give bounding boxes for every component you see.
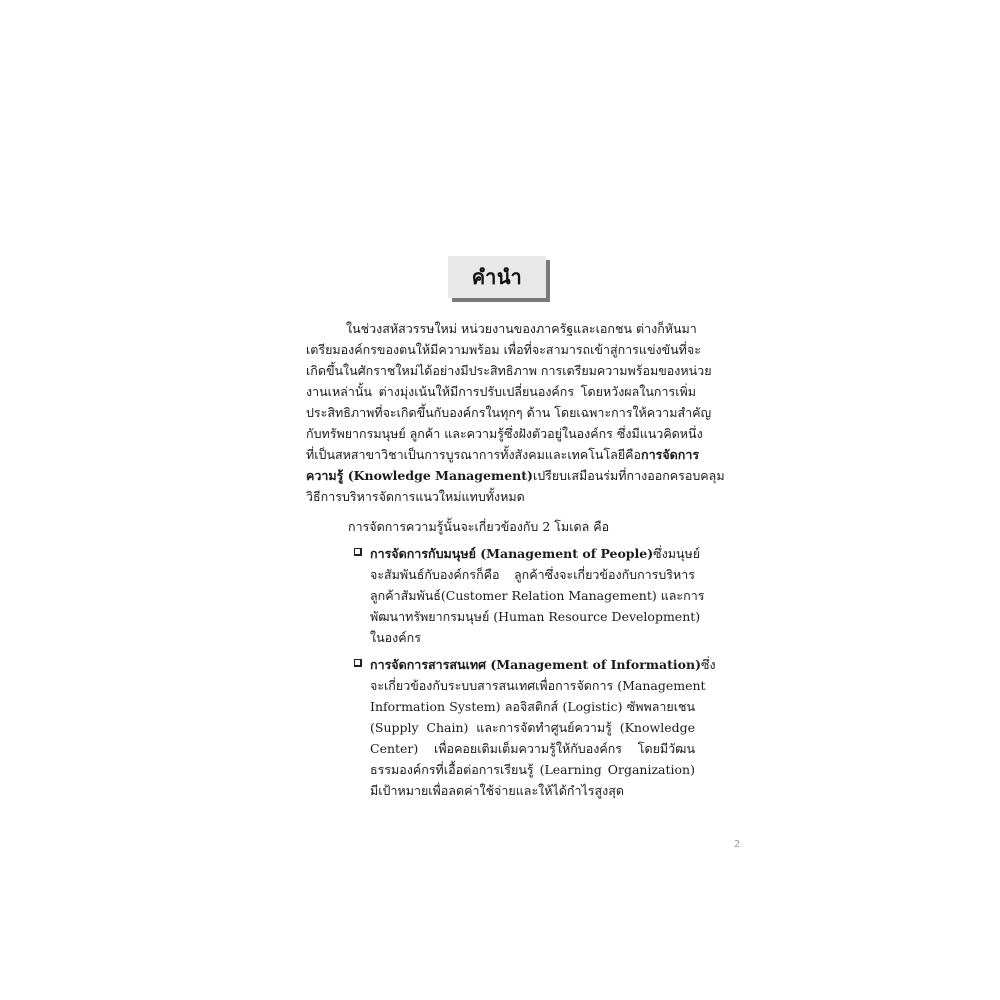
bullet-line: ในองค์กร xyxy=(370,630,421,645)
paragraph-line: กับทรัพยากรมนุษย์ ลูกค้า และความรู้ซึ่งฝังตัวอยู่ในองค์กร ซึ่งมีแนวคิดหนึ่ง xyxy=(306,426,703,441)
paragraph-line: ประสิทธิภาพที่จะเกิดขึ้นกับองค์กรในทุกๆ ด้าน โดยเฉพาะการให้ความสำคัญ xyxy=(306,405,712,420)
bullet-line: พัฒนาทรัพยากรมนุษย์ (Human Resource Development) xyxy=(370,609,701,624)
main-paragraph xyxy=(306,318,725,507)
paragraph-text: ที่เป็นสหสาขาวิชาเป็นการบูรณาการทั้งสังคมและเทคโนโลยีคือ xyxy=(306,447,642,462)
bullet-line: Center) เพื่อคอยเติมเต็มความรู้ให้กับองค์กร โดยมีวัฒน xyxy=(370,741,695,756)
bullet-line: จะสัมพันธ์กับองค์กรก็คือ ลูกค้าซึ่งจะเกี่ยวข้องกับการบริหาร xyxy=(370,567,695,582)
bullet-text: ซึ่ง xyxy=(701,657,716,672)
paragraph-line: เกิดขึ้นในศักราชใหม่ได้อย่างมีประสิทธิภาพ การเตรียมความพร้อมของหน่วย xyxy=(306,363,712,378)
bullet-item-information xyxy=(370,654,716,801)
paragraph-line xyxy=(306,444,700,465)
paragraph-line: ในช่วงสหัสวรรษใหม่ หน่วยงานของภาครัฐและเอกชน ต่างก็หันมา xyxy=(346,321,697,336)
checkbox-bullet-icon xyxy=(354,548,362,556)
bullet-line: ธรรมองค์กรที่เอื้อต่อการเรียนรู้ (Learning Organization) xyxy=(370,762,695,777)
bullet-line: Information System) ลอจิสติกส์ (Logistic) ซัพพลายเชน xyxy=(370,699,695,714)
intro-line: การจัดการความรู้นั้นจะเกี่ยวข้องกับ 2 โมเดล คือ xyxy=(348,519,610,534)
page-title: คำนำ xyxy=(471,265,523,289)
paragraph-line xyxy=(306,465,725,486)
paragraph-bold-text: การจัดการ xyxy=(641,447,700,462)
bullet-text: ซึ่งมนุษย์ xyxy=(653,546,701,561)
bullet-line: ลูกค้าสัมพันธ์(Customer Relation Management) และการ xyxy=(370,588,705,603)
bullet-heading: การจัดการกับมนุษย์ (Management of People) xyxy=(370,546,654,561)
bullet-line: (Supply Chain) และการจัดทำศูนย์ความรู้ (Knowledge xyxy=(370,720,695,735)
bullet-line xyxy=(370,654,716,675)
page-number: 2 xyxy=(734,839,741,850)
checkbox-bullet-icon xyxy=(354,659,362,667)
paragraph-line: งานเหล่านั้น ต่างมุ่งเน้นให้มีการปรับเปลี่ยนองค์กร โดยหวังผลในการเพิ่ม xyxy=(306,384,696,399)
bullet-line xyxy=(370,543,701,564)
bullet-line: จะเกี่ยวข้องกับระบบสารสนเทศเพื่อการจัดการ (Management xyxy=(370,678,706,693)
bullet-heading: การจัดการสารสนเทศ (Management of Information) xyxy=(370,657,701,672)
bullet-item-people xyxy=(370,543,705,648)
paragraph-line: วิธีการบริหารจัดการแนวใหม่แทบทั้งหมด xyxy=(306,489,525,504)
bullet-line: มีเป้าหมายเพื่อลดค่าใช้จ่ายและให้ได้กำไรสูงสุด xyxy=(370,783,624,798)
paragraph-bold-text: ความรู้ (Knowledge Management) xyxy=(306,468,533,483)
paragraph-line: เตรียมองค์กรของตนให้มีความพร้อม เพื่อที่จะสามารถเข้าสู่การแข่งขันที่จะ xyxy=(306,342,701,357)
title-box xyxy=(448,256,546,298)
paragraph-text: เปรียบเสมือนร่มที่กางออกครอบคลุม xyxy=(532,468,725,483)
